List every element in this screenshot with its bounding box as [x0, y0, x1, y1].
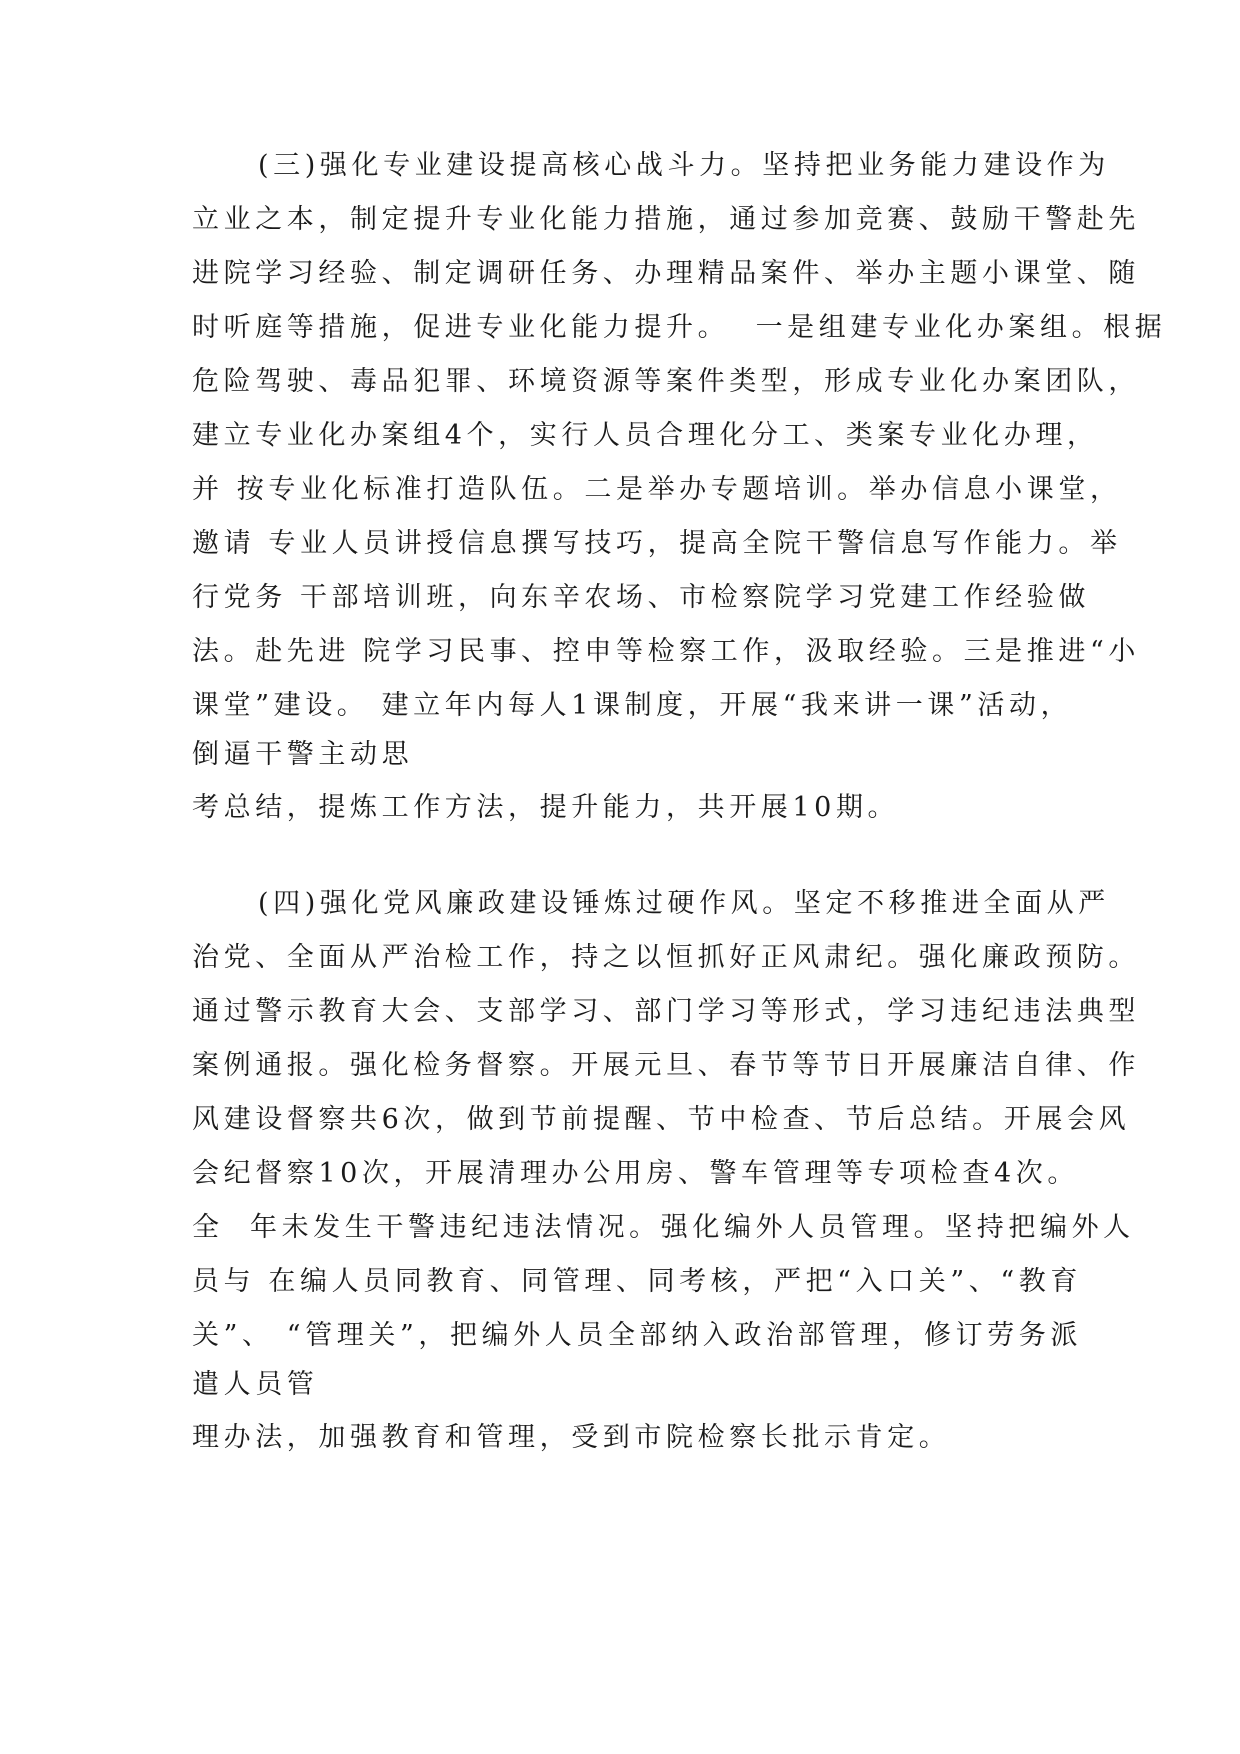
text-line: 全 年未发生干警违纪违法情况。强化编外人员管理。坚持把编外人 [192, 1212, 1135, 1243]
text-line: 邀请 专业人员讲授信息撰写技巧，提高全院干警信息写作能力。举 [192, 528, 1122, 559]
text-line: 风建设督察共6次，做到节前提醒、节中检查、节后总结。开展会风 [192, 1104, 1131, 1135]
text-line: 时听庭等措施，促进专业化能力提升。 一是组建专业化办案组。根据 [192, 312, 1167, 343]
text-line: 案例通报。强化检务督察。开展元旦、春节等节日开展廉洁自律、作 [192, 1050, 1140, 1081]
text-line: 关”、 “管理关”，把编外人员全部纳入政治部管理，修订劳务派 [192, 1320, 1082, 1351]
text-line: 倒逼干警主动思 [192, 739, 414, 770]
text-line: 治党、全面从严治检工作，持之以恒抓好正风肃纪。强化廉政预防。 [192, 942, 1140, 973]
text-line: 立业之本，制定提升专业化能力措施，通过参加竞赛、鼓励干警赴先 [192, 204, 1140, 235]
text-line: 行党务 干部培训班，向东辛农场、市检察院学习党建工作经验做 [192, 582, 1090, 613]
section-4-heading-line: (四)强化党风廉政建设锤炼过硬作风。坚定不移推进全面从严 [258, 888, 1110, 919]
text-line: 通过警示教育大会、支部学习、部门学习等形式，学习违纪违法典型 [192, 996, 1140, 1027]
text-line: 课堂”建设。 建立年内每人1课制度，开展“我来讲一课”活动， [192, 690, 1073, 721]
text-line: 考总结，提炼工作方法，提升能力，共开展10期。 [192, 792, 900, 823]
text-line: 法。赴先进 院学习民事、控申等检察工作，汲取经验。三是推进“小 [192, 636, 1140, 667]
text-line: 进院学习经验、制定调研任务、办理精品案件、举办主题小课堂、随 [192, 258, 1140, 289]
text-line: 会纪督察10次，开展清理办公用房、警车管理等专项检查4次。 [192, 1158, 1079, 1189]
text-line: 建立专业化办案组4个，实行人员合理化分工、类案专业化办理， [192, 420, 1099, 451]
text-line: 员与 在编人员同教育、同管理、同考核，严把“入口关”、“教育 [192, 1266, 1082, 1297]
text-line: 理办法，加强教育和管理，受到市院检察长批示肯定。 [192, 1422, 951, 1453]
text-line: 危险驾驶、毒品犯罪、环境资源等案件类型，形成专业化办案团队， [192, 366, 1140, 397]
text-line: 遣人员管 [192, 1369, 319, 1400]
text-line: 并 按专业化标准打造队伍。二是举办专题培训。举办信息小课堂， [192, 474, 1122, 505]
section-3-heading-line: (三)强化专业建设提高核心战斗力。坚持把业务能力建设作为 [258, 150, 1110, 181]
